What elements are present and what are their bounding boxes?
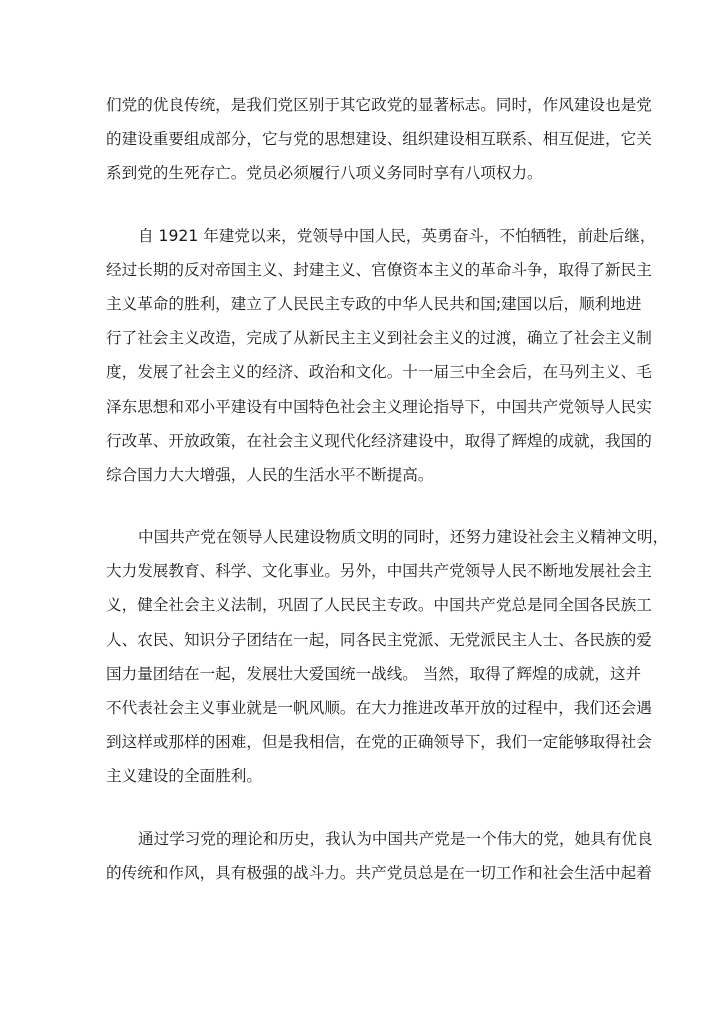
- text-line: 义，健全社会主义法制，巩固了人民民主专政。中国共产党总是同全国各民族工: [106, 596, 652, 615]
- text-line: 主义革命的胜利，建立了人民民主专政的中华人民共和国;建国以后，顺利地进: [106, 294, 642, 313]
- paragraph-gap: [106, 191, 614, 219]
- text-line: 人、农民、知识分子团结在一起，同各民主党派、无党派民主人士、各民族的爱: [106, 630, 652, 649]
- text-line: 主义建设的全面胜利。: [106, 767, 262, 786]
- paragraph-party-tradition: [106, 88, 652, 191]
- paragraph-party-history: [106, 219, 656, 493]
- text-line: 到这样或那样的困难，但是我相信，在党的正确领导下，我们一定能够取得社会: [106, 733, 652, 752]
- text-line: 通过学习党的理论和历史，我认为中国共产党是一个伟大的党，她具有优良: [138, 829, 653, 848]
- document-page: [106, 88, 669, 890]
- text-line: 大力发展教育、科学、文化事业。另外，中国共产党领导人民不断地发展社会主: [106, 562, 652, 581]
- paragraph-conclusion: [106, 822, 653, 890]
- text-line: 自 1921 年建党以来，党领导中国人民，英勇奋斗，不怕牺牲，前赴后继，: [138, 226, 656, 245]
- text-line: 中国共产党在领导人民建设物质文明的同时，还努力建设社会主义精神文明，: [138, 528, 669, 547]
- text-line: 经过长期的反对帝国主义、封建主义、官僚资本主义的革命斗争，取得了新民主: [106, 260, 652, 279]
- text-line: 们党的优良传统，是我们党区别于其它政党的显著标志。同时，作风建设也是党: [106, 96, 652, 114]
- paragraph-spiritual-civilization: [106, 520, 669, 794]
- text-line: 行改革、开放政策，在社会主义现代化经济建设中，取得了辉煌的成就，我国的: [106, 431, 652, 450]
- text-line: 系到党的生死存亡。党员必须履行八项义务同时享有八项权力。: [106, 164, 543, 183]
- text-line: 行了社会主义改造，完成了从新民主主义到社会主义的过渡，确立了社会主义制: [106, 329, 652, 348]
- paragraph-gap: [106, 492, 614, 520]
- text-line: 的传统和作风，具有极强的战斗力。共产党员总是在一切工作和社会生活中起着: [106, 863, 652, 882]
- text-line: 泽东思想和邓小平建设有中国特色社会主义理论指导下，中国共产党领导人民实: [106, 397, 652, 416]
- text-line: 综合国力大大增强，人民的生活水平不断提高。: [106, 465, 434, 484]
- paragraph-gap: [106, 794, 614, 822]
- text-line: 不代表社会主义事业就是一帆风顺。在大力推进改革开放的过程中，我们还会遇: [106, 699, 652, 717]
- text-line: 的建设重要组成部分，它与党的思想建设、组织建设相互联系、相互促进，它关: [106, 130, 652, 149]
- text-line: 国力量团结在一起，发展壮大爱国统一战线。 当然，取得了辉煌的成就，这并: [106, 664, 642, 683]
- text-line: 度，发展了社会主义的经济、政治和文化。十一届三中全会后，在马列主义、毛: [106, 363, 652, 382]
